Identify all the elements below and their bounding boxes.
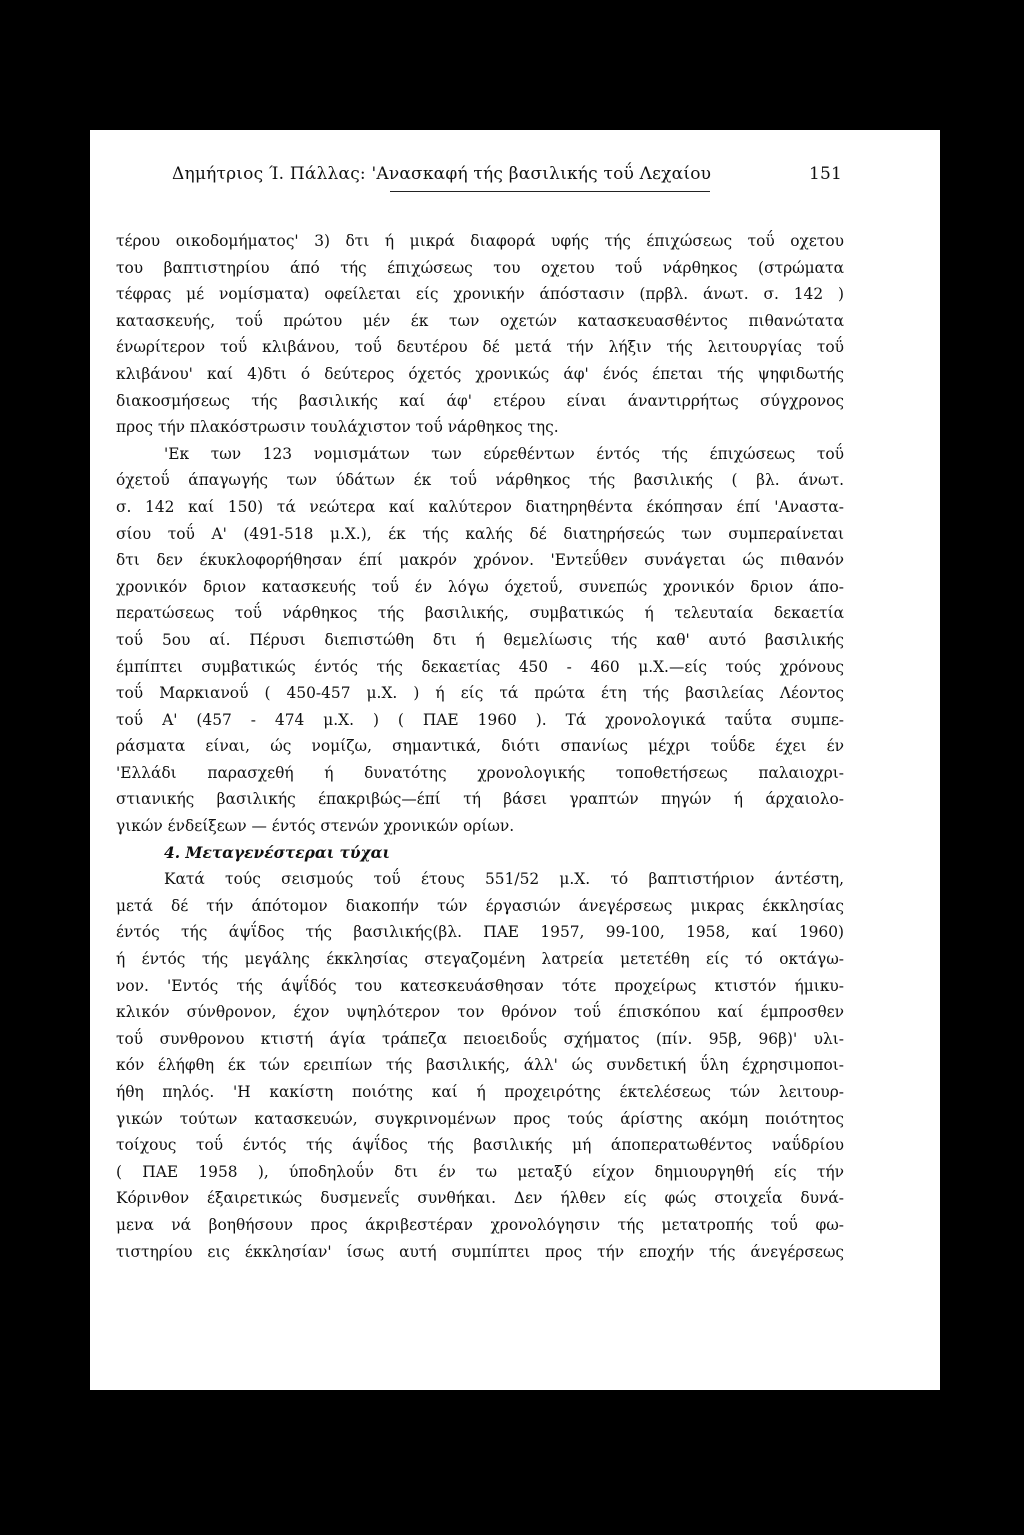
text-line: κλιβάνου' καί 4)δτι ό δεύτερος όχετός χρονικώς άφ' ένός έπεται τής ψηφιδωτής: [116, 364, 844, 383]
text-line: σ. 142 καί 150) τά νεώτερα καί καλύτερον διατηρηθέντα έκόπησαν έπί 'Αναστα-: [116, 497, 844, 516]
text-line: 'Εκ των 123 νομισμάτων των εύρεθέντων έντός τής έπιχώσεως τοΰ: [164, 444, 844, 463]
text-line: του βαπτιστηρίου άπό τής έπιχώσεως του οχετου τοΰ νάρθηκος (στρώματα: [116, 258, 844, 277]
text-line: δτι δεν έκυκλοφορήθησαν έπί μακρόν χρόνον. 'Εντεΰθεν συνάγεται ώς πιθανόν: [116, 551, 844, 570]
text-line: σίου τοΰ Α' (491-518 μ.Χ.), έκ τής καλής δέ διατηρήσεώς των συμπεραίνεται: [116, 524, 844, 543]
text-line: στιανικής βασιλικής έπακριβώς—έπί τή βάσει γραπτών πηγών ή άρχαιολο-: [116, 790, 844, 809]
text-line: τέρου οικοδομήματος' 3) δτι ή μικρά διαφορά υφής τής έπιχώσεως τοΰ οχετου: [116, 232, 844, 250]
text-line: τοΰ 5ου αί. Πέρυσι διεπιστώθη δτι ή θεμελίωσις τής καθ' αυτό βασιλικής: [116, 630, 844, 649]
text-line: 'Ελλάδι παρασχεθή ή δυνατότης χρονολογικής τοποθετήσεως παλαιοχρι-: [116, 763, 844, 782]
text-line: περατώσεως τοΰ νάρθηκος τής βασιλικής, συμβατικώς ή τελευταία δεκαετία: [116, 604, 844, 623]
text-line: ( ΠΑΕ 1958 ), ύποδηλοΰν δτι έν τω μεταξύ είχον δημιουργηθή είς τήν: [116, 1162, 844, 1181]
text-line: έντός τής άψΐδος τής βασιλικής(βλ. ΠΑΕ 1957, 99-100, 1958, καί 1960): [116, 923, 844, 942]
text-line: Κόρινθον έξαιρετικώς δυσμενεΐς συνθήκαι. Δεν ήλθεν είς φώς στοιχεΐα δυνά-: [116, 1189, 844, 1208]
text-line: τοίχους τοΰ έντός τής άψΐδος τής βασιλικής μή άποπερατωθέντος ναΰδρίου: [116, 1136, 844, 1155]
text-line: Κατά τούς σεισμούς τοΰ έτους 551/52 μ.Χ. τό βαπτιστήριον άντέστη,: [164, 870, 844, 889]
document-page: [90, 130, 940, 1390]
section-heading: 4. Μεταγενέστεραι τύχαι: [164, 843, 390, 862]
text-line: μετά δέ τήν άπότομον διακοπήν τών έργασιών άνεγέρσεως μικρας έκκλησίας: [116, 896, 844, 915]
text-line: τέφρας μέ νομίσματα) οφείλεται είς χρονικήν άπόστασιν (πρβλ. άνωτ. σ. 142 ): [116, 285, 844, 304]
text-line: προς τήν πλακόστρωσιν τουλάχιστον τοΰ νάρθηκος της.: [116, 418, 559, 437]
running-header: [172, 164, 842, 184]
text-line: τοΰ Μαρκιανοΰ ( 450-457 μ.Χ. ) ή είς τά πρώτα έτη τής βασιλείας Λέοντος: [116, 684, 844, 703]
text-line: ράσματα είναι, ώς νομίζω, σημαντικά, διότι σπανίως μέχρι τοΰδε έχει έν: [116, 737, 844, 756]
text-line: ένωρίτερον τοΰ κλιβάνου, τοΰ δευτέρου δέ μετά τήν λήξιν τής λειτουργίας τοΰ: [116, 338, 844, 357]
text-line: γικών τούτων κατασκευών, συγκρινομένων προς τούς άρίστης ακόμη ποιότητος: [116, 1109, 844, 1128]
text-line: ήθη πηλός. 'Η κακίστη ποιότης καί ή προχειρότης έκτελέσεως τών λειτουρ-: [116, 1083, 844, 1101]
text-line: ή έντός τής μεγάλης έκκλησίας στεγαζομένη λατρεία μετετέθη είς τό οκτάγω-: [116, 950, 844, 969]
text-line: όχετοΰ άπαγωγής των ύδάτων έκ τοΰ νάρθηκος τής βασιλικής ( βλ. άνωτ.: [116, 471, 844, 490]
text-line: χρονικόν δριον κατασκευής τοΰ έν λόγω όχετοΰ, συνεπώς χρονικόν δριον άπο-: [116, 577, 844, 596]
header-title: Δημήτριος Ί. Πάλλας: 'Ανασκαφή τής βασιλικής τοΰ Λεχαίου: [172, 164, 712, 184]
text-line: διακοσμήσεως τής βασιλικής καί άφ' ετέρου είναι άναντιρρήτως σύγχρονος: [116, 391, 844, 410]
text-line: γικών ένδείξεων — έντός στενών χρονικών ορίων.: [116, 817, 515, 836]
text-line: νον. 'Εντός τής άψΐδός του κατεσκευάσθησαν τότε προχείρως κτιστόν ήμικυ-: [116, 976, 844, 995]
text-line: τοΰ Α' (457 - 474 μ.Χ. ) ( ΠΑΕ 1960 ). Τά χρονολογικά ταΰτα συμπε-: [116, 710, 844, 729]
text-line: έμπίπτει συμβατικώς έντός τής δεκαετίας 450 - 460 μ.Χ.—είς τούς χρόνους: [116, 657, 844, 676]
text-line: μενα νά βοηθήσουν προς άκριβεστέραν χρονολόγησιν τής μετατροπής τοΰ φω-: [116, 1215, 844, 1234]
header-rule: [390, 191, 710, 192]
text-line: τοΰ συνθρονου κτιστή άγία τράπεζα πειοειδοΰς σχήματος (πίν. 95β, 96β)' υλι-: [116, 1029, 844, 1048]
page-number: 151: [808, 164, 842, 184]
text-line: κλικόν σύνθρονον, έχον υψηλότερον τον θρόνον τοΰ έπισκόπου καί έμπροσθεν: [116, 1003, 844, 1022]
text-line: κόν έλήφθη έκ τών ερειπίων τής βασιλικής, άλλ' ώς συνδετική ΰλη έχρησιμοποι-: [116, 1056, 844, 1075]
body-text: [116, 228, 844, 1265]
text-line: κατασκευής, τοΰ πρώτου μέν έκ των οχετών κατασκευασθέντος πιθανώτατα: [116, 311, 844, 330]
text-line: τιστηρίου εις έκκλησίαν' ίσως αυτή συμπίπτει προς τήν εποχήν τής άνεγέρσεως: [116, 1242, 844, 1261]
